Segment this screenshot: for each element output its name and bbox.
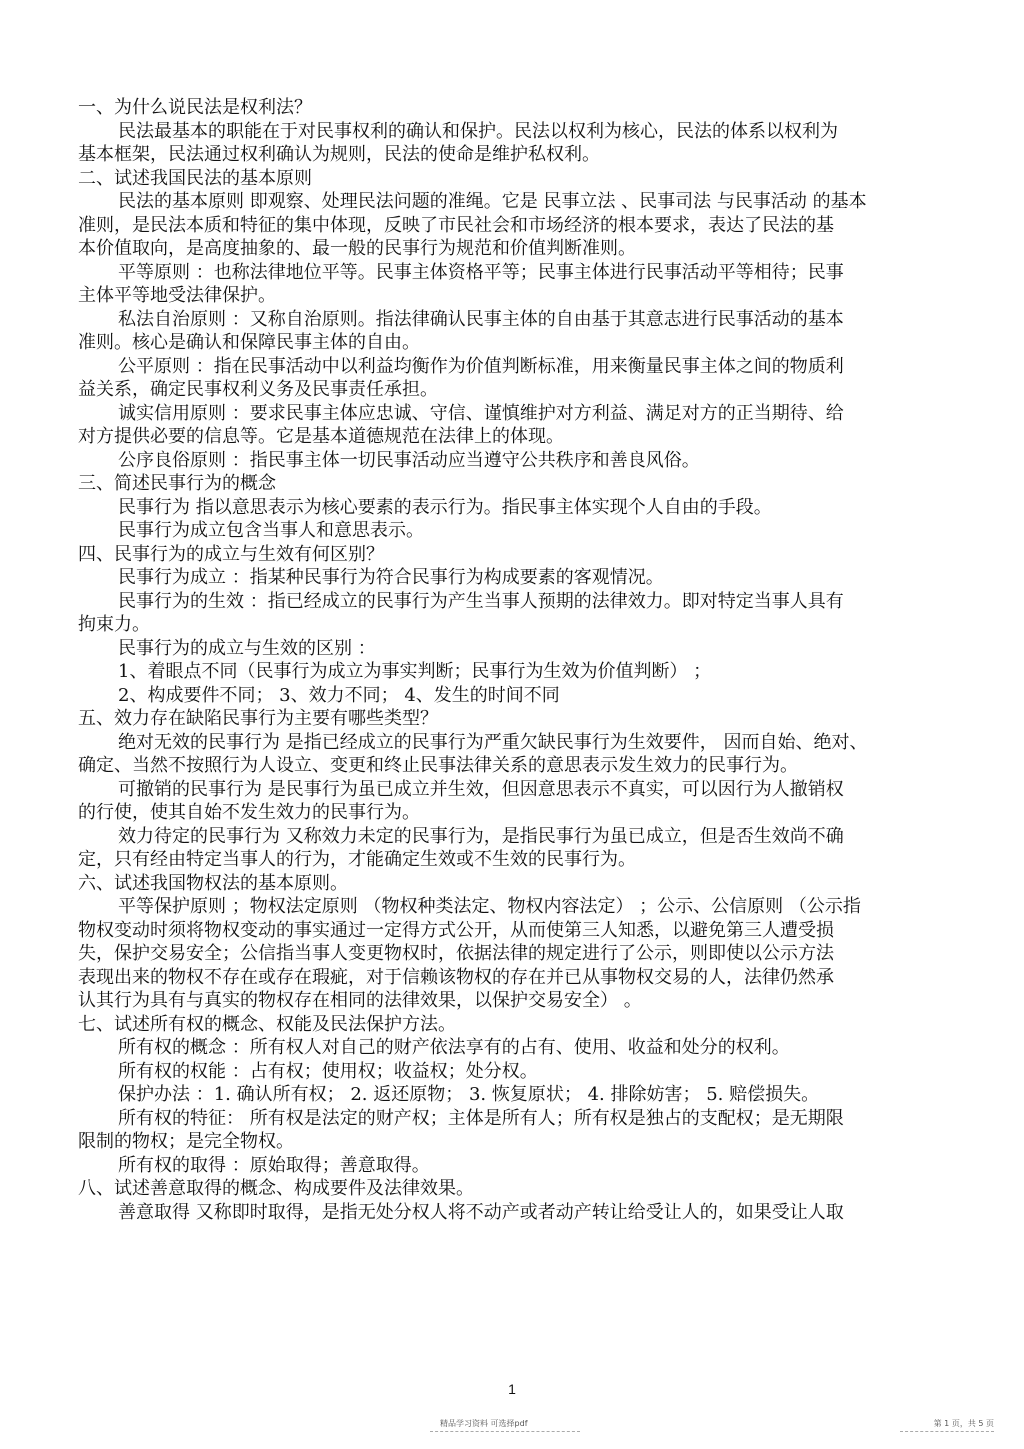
text-line: 对方提供必要的信息等。它是基本道德规范在法律上的体现。 xyxy=(78,426,564,447)
text-line: 准则。核心是确认和保障民事主体的自由。 xyxy=(78,332,420,353)
paragraph-line: 保护办法 ：1. 确认所有权； 2. 返还原物； 3. 恢复原状； 4. 排除妨害； 5. 赔偿损失。 xyxy=(118,1084,820,1105)
text-line: 四、民事行为的成立与生效有何区别？ xyxy=(78,543,384,565)
document-body xyxy=(78,96,958,1224)
paragraph-line: 民事行为的生效 ：指已经成立的民事行为产生当事人预期的法律效力。即对特定当事人具有 xyxy=(118,590,844,612)
paragraph-line: 民事行为成立 ：指某种民事行为符合民事行为构成要素的客观情况。 xyxy=(118,567,664,588)
paragraph-line: 民事行为的成立与生效的区别 ： xyxy=(118,637,376,659)
text-line: 本价值取向，是高度抽象的、最一般的民事行为规范和价值判断准则。 xyxy=(78,238,636,259)
paragraph-line: 绝对无效的民事行为 是指已经成立的民事行为严重欠缺民事行为生效要件， 因而自始、绝对、 xyxy=(118,731,868,753)
text-line: 准则，是民法本质和特征的集中体现，反映了市民社会和市场经济的根本要求，表达了民法的基 xyxy=(78,214,834,236)
paragraph-line: 民法的基本原则 即观察、处理民法问题的准绳。它是 民事立法 、民事司法 与民事活动 的基本 xyxy=(118,191,867,212)
text-line: 八、试述善意取得的概念、构成要件及法律效果。 xyxy=(78,1178,474,1199)
text-line: 益关系，确定民事权利义务及民事责任承担。 xyxy=(78,379,438,400)
footer-divider xyxy=(900,1431,994,1432)
paragraph-line: 所有权的权能 ：占有权；使用权；收益权；处分权。 xyxy=(118,1060,538,1082)
text-line: 二、试述我国民法的基本原则 xyxy=(78,167,312,189)
text-line: 物权变动时须将物权变动的事实通过一定得方式公开，从而使第三人知悉，以避免第三人遭受损 xyxy=(78,919,834,941)
paragraph-line: 平等保护原则 ；物权法定原则 （物权种类法定、物权内容法定） ；公示、公信原则 （公示指 xyxy=(118,896,861,917)
text-line: 确定、当然不按照行为人设立、变更和终止民事法律关系的意思表示发生效力的民事行为。 xyxy=(78,755,798,776)
paragraph-line: 民法最基本的职能在于对民事权利的确认和保护。民法以权利为核心，民法的体系以权利为 xyxy=(118,120,838,142)
paragraph-line: 私法自治原则 ：又称自治原则。指法律确认民事主体的自由基于其意志进行民事活动的基本 xyxy=(118,308,844,330)
footer-divider xyxy=(430,1431,580,1432)
page-number: 1 xyxy=(508,1381,516,1397)
paragraph-line: 公序良俗原则 ：指民事主体一切民事活动应当遵守公共秩序和善良风俗。 xyxy=(118,449,700,471)
text-line: 拘束力。 xyxy=(78,614,150,635)
text-line: 主体平等地受法律保护。 xyxy=(78,285,276,306)
paragraph-line: 平等原则 ：也称法律地位平等。民事主体资格平等；民事主体进行民事活动平等相待；民事 xyxy=(118,261,844,283)
text-line: 的行使，使其自始不发生效力的民事行为。 xyxy=(78,802,420,823)
paragraph-line: 民事行为 指以意思表示为核心要素的表示行为。指民事主体实现个人自由的手段。 xyxy=(118,496,772,518)
text-line: 基本框架，民法通过权利确认为规则，民法的使命是维护私权利。 xyxy=(78,144,600,165)
paragraph-line: 1、着眼点不同（民事行为成立为事实判断；民事行为生效为价值判断） ； xyxy=(118,661,712,682)
text-line: 七、试述所有权的概念、权能及民法保护方法。 xyxy=(78,1013,456,1035)
text-line: 限制的物权；是完全物权。 xyxy=(78,1131,294,1152)
footer-watermark-text: 精品学习资料 可选择pdf xyxy=(440,1419,528,1428)
text-line: 失，保护交易安全；公信指当事人变更物权时，依据法律的规定进行了公示，则即使以公示方法 xyxy=(78,943,834,964)
paragraph-line: 所有权的特征： 所有权是法定的财产权；主体是所有人；所有权是独占的支配权；是无期限 xyxy=(118,1107,844,1129)
text-line: 定，只有经由特定当事人的行为，才能确定生效或不生效的民事行为。 xyxy=(78,849,636,870)
footer-page-count: 第 1 页，共 5 页 xyxy=(933,1419,994,1428)
paragraph-line: 所有权的取得 ：原始取得；善意取得。 xyxy=(118,1154,430,1176)
paragraph-line: 诚实信用原则 ：要求民事主体应忠诚、守信、谨慎维护对方利益、满足对方的正当期待、给 xyxy=(118,402,844,424)
text-line: 一、为什么说民法是权利法？ xyxy=(78,97,312,118)
paragraph-line: 所有权的概念 ：所有权人对自己的财产依法享有的占有、使用、收益和处分的权利。 xyxy=(118,1037,790,1058)
paragraph-line: 2、构成要件不同； 3、效力不同； 4、发生的时间不同 xyxy=(118,684,560,706)
text-line: 表现出来的物权不存在或存在瑕疵，对于信赖该物权的存在并已从事物权交易的人，法律仍然承 xyxy=(78,966,834,988)
text-line: 六、试述我国物权法的基本原则。 xyxy=(78,872,348,894)
text-line: 五、效力存在缺陷民事行为主要有哪些类型？ xyxy=(78,708,438,729)
paragraph-line: 公平原则 ：指在民事活动中以利益均衡作为价值判断标准，用来衡量民事主体之间的物质利 xyxy=(118,355,844,377)
paragraph-line: 善意取得 又称即时取得，是指无处分权人将不动产或者动产转让给受让人的，如果受让人取 xyxy=(118,1201,844,1223)
paragraph-line: 可撤销的民事行为 是民事行为虽已成立并生效，但因意思表示不真实，可以因行为人撤销权 xyxy=(118,778,844,800)
text-line: 认其行为具有与真实的物权存在相同的法律效果，以保护交易安全） 。 xyxy=(78,990,642,1011)
paragraph-line: 效力待定的民事行为 又称效力未定的民事行为，是指民事行为虽已成立，但是否生效尚不确 xyxy=(118,825,844,847)
paragraph-line: 民事行为成立包含当事人和意思表示。 xyxy=(118,520,424,541)
text-line: 三、简述民事行为的概念 xyxy=(78,473,276,494)
